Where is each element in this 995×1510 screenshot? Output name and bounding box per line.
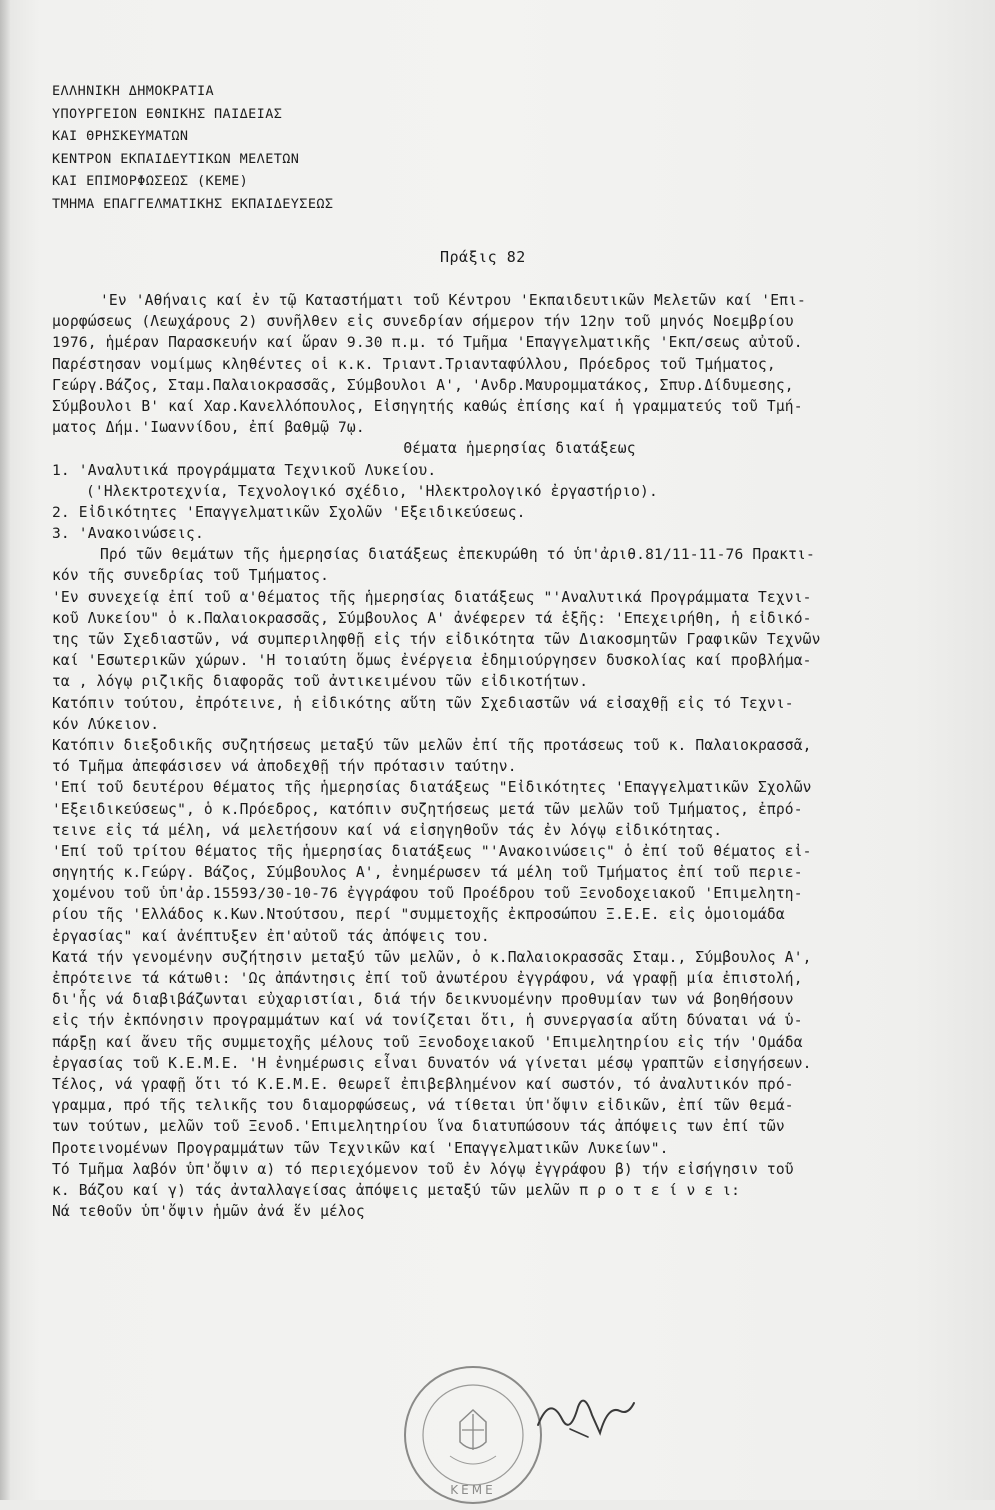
- intro-line: Γεώργ.Βάζος, Σταμ.Παλαιοκρασσᾶς, Σύμβουλοι Α', 'Ανδρ.Μαυρομματάκος, Σπυρ.Δίδυμεσης,: [52, 376, 794, 394]
- minutes-line: ἐργασίας τοῦ Κ.Ε.Μ.Ε. 'Η ἐνημέρωσις εἶναι δυνατόν νά γίνεται μέσῳ γραπτῶν εἰσηγήσεων.: [52, 1054, 812, 1072]
- minutes-line: σηγητής κ.Γεώργ. Βάζος, Σύμβουλος Α', ἐνημέρωσεν τά μέλη τοῦ Τμήματος ἐπί τοῦ περιε-: [52, 864, 803, 882]
- minutes-line: Κατόπιν διεξοδικῆς συζητήσεως μεταξύ τῶν μελῶν ἐπί τῆς προτάσεως τοῦ κ. Παλαιοκρασσᾶ,: [52, 736, 812, 754]
- minutes-line: 'Επί τοῦ τρίτου θέματος τῆς ἡμερησίας διατάξεως "'Ανακοινώσεις" ὁ ἐπί τοῦ θέματος εἰ-: [52, 842, 812, 860]
- minutes-line: κοῦ Λυκείου" ὁ κ.Παλαιοκρασσᾶς, Σύμβουλος Α' ἀνέφερεν τά ἑξῆς: 'Επεχειρήθη, ἡ εἰδικό-: [52, 609, 812, 627]
- intro-line: Σύμβουλοι Β' καί Χαρ.Κανελλόπουλος, Εἰσηγητής καθώς ἐπίσης καί ἡ γραμματεύς τοῦ Τμή-: [52, 397, 803, 415]
- minutes-line: Τέλος, νά γραφῇ ὅτι τό Κ.Ε.Μ.Ε. θεωρεῖ ἐπιβεβλημένον καί σωστόν, τό ἀναλυτικόν πρό-: [52, 1075, 794, 1093]
- agenda-item: 3. 'Ανακοινώσεις.: [52, 525, 204, 543]
- minutes-line: της τῶν Σχεδιαστῶν, νά συμπεριληφθῇ εἰς τήν εἰδικότητα τῶν Διακοσμητῶν Γραφικῶν Τεχνῶν: [52, 631, 821, 648]
- agenda-item: 1. 'Αναλυτικά προγράμματα Τεχνικοῦ Λυκείου.: [52, 461, 437, 479]
- binding-edge: [0, 0, 10, 1500]
- letterhead-line: ΤΜΗΜΑ ΕΠΑΓΓΕΛΜΑΤΙΚΗΣ ΕΚΠΑΙΔΕΥΣΕΩΣ: [52, 195, 334, 212]
- intro-line: 'Εν 'Αθήναις καί ἐν τῷ Καταστήματι τοῦ Κέντρου 'Εκπαιδευτικῶν Μελετῶν καί 'Επι-: [100, 292, 806, 309]
- minutes-line: Κατόπιν τούτου, ἐπρότεινε, ἡ εἰδικότης αὕτη τῶν Σχεδιαστῶν νά εἰσαχθῇ εἰς τό Τεχνι-: [52, 694, 794, 712]
- letterhead-line: ΚΑΙ ΕΠΙΜΟΡΦΩΣΕΩΣ (ΚΕΜΕ): [52, 173, 249, 189]
- minutes-line: Νά τεθοῦν ὑπ'ὄψιν ἡμῶν ἀνά ἕν μέλος: [52, 1203, 365, 1221]
- intro-line: ματος Δήμ.'Ιωαννίδου, ἐπί βαθμῷ 7ῳ.: [52, 419, 365, 437]
- minutes-line: Προτεινομένων Προγραμμάτων τῶν Τεχνικῶν καί 'Επαγγελματικῶν Λυκείων".: [52, 1139, 669, 1157]
- letterhead-line: ΥΠΟΥΡΓΕΙΟΝ ΕΘΝΙΚΗΣ ΠΑΙΔΕΙΑΣ: [52, 105, 283, 122]
- minutes-line: κόν Λύκειον.: [52, 715, 160, 733]
- agenda-item-detail: ('Ηλεκτροτεχνία, Τεχνολογικό σχέδιο, 'Ηλεκτρολογικό ἐργαστήριο).: [86, 482, 658, 500]
- minutes-line: τεινε εἰς τά μέλη, νά μελετήσουν καί νά εἰσηγηθοῦν τάς ἐν λόγῳ εἰδικότητας.: [52, 821, 723, 839]
- minutes-line: Κατά τήν γενομένην συζήτησιν μεταξύ τῶν μελῶν, ὁ κ.Παλαιοκρασσᾶς Σταμ., Σύμβουλος Α',: [52, 948, 812, 966]
- letterhead-line: ΚΑΙ ΘΡΗΣΚΕΥΜΑΤΩΝ: [52, 128, 189, 144]
- intro-line: μορφώσεως (Λεωχάρους 2) συνῆλθεν εἰς συνεδρίαν σήμερον τήν 12ην τοῦ μηνός Νοεμβρίου: [52, 313, 794, 331]
- minutes-line: εἰς τήν ἐκπόνησιν προγραμμάτων καί νά τονίζεται ὅτι, ἡ συνεργασία αὕτη δύναται νά ὑ-: [52, 1012, 803, 1030]
- minutes-line: γραμμα, πρό τῆς τελικῆς του διαμορφώσεως, νά τίθεται ὑπ'ὄψιν εἰδικῶν, ἐπί τῶν θεμά-: [52, 1097, 794, 1115]
- minutes-line: ἐπρότεινε τά κάτωθι: 'Ως ἀπάντησις ἐπί τοῦ ἀνωτέρου ἐγγράφου, νά γραφῇ μία ἐπιστολή,: [52, 970, 803, 987]
- handwritten-signature: [530, 1385, 640, 1445]
- minutes-line: κόν τῆς συνεδρίας τοῦ Τμήματος.: [52, 567, 330, 585]
- intro-line: 1976, ἡμέραν Παρασκευήν καί ὥραν 9.30 π.μ. τό Τμῆμα 'Επαγγελματικῆς 'Εκπ/σεως αὐτοῦ.: [52, 334, 803, 352]
- minutes-line: 'Εξειδικεύσεως", ὁ κ.Πρόεδρος, κατόπιν συζητήσεως μετά τῶν μελῶν τοῦ Τμήματος, ἐπρό-: [52, 800, 803, 818]
- document-body: [52, 290, 987, 1222]
- minutes-line: 'Επί τοῦ δευτέρου θέματος τῆς ἡμερησίας διατάξεως "Εἰδικότητες 'Επαγγελματικῶν Σχολῶν: [52, 779, 812, 797]
- minutes-line: κ. Βάζου καί γ) τάς ἀνταλλαγείσας ἀπόψεις μεταξύ τῶν μελῶν π ρ ο τ ε ί ν ε ι:: [52, 1181, 741, 1199]
- document-title: Πράξις 82: [440, 248, 526, 266]
- minutes-line: Τό Τμῆμα λαβόν ὑπ'ὄψιν α) τό περιεχόμενον τοῦ ἐν λόγῳ ἐγγράφου β) τήν εἰσήγησιν τοῦ: [52, 1160, 794, 1178]
- minutes-line: δι'ἧς νά διαβιβάζωνται εὐχαριστίαι, διά τήν δεικνυομένην προθυμίαν των νά βοηθήσουν: [52, 991, 794, 1009]
- minutes-line: τα , λόγῳ ριζικῆς διαφορᾶς τοῦ ἀντικειμένου τῶν εἰδικοτήτων.: [52, 673, 589, 691]
- letterhead-line: ΚΕΝΤΡΟΝ ΕΚΠΑΙΔΕΥΤΙΚΩΝ ΜΕΛΕΤΩΝ: [52, 150, 300, 167]
- minutes-line: καί 'Εσωτερικῶν χώρων. 'Η τοιαύτη ὅμως ἐνέργεια ἐδημιούργησεν δυσκολίας καί προβλήμα-: [52, 652, 812, 670]
- intro-line: Παρέστησαν νομίμως κληθέντες οἱ κ.κ. Τριαντ.Τριανταφύλλου, Πρόεδρος τοῦ Τμήματος,: [52, 355, 776, 373]
- minutes-line: 'Εν συνεχείᾳ ἐπί τοῦ α'θέματος τῆς ἡμερησίας διατάξεως "'Αναλυτικά Προγράμματα Τεχνι-: [52, 588, 812, 606]
- minutes-line: τό Τμῆμα ἀπεφάσισεν νά ἀποδεχθῇ τήν πρότασιν ταύτην.: [52, 758, 517, 776]
- minutes-line: Πρό τῶν θεμάτων τῆς ἡμερησίας διατάξεως ἐπεκυρώθη τό ὑπ'ἀριθ.81/11-11-76 Πρακτι-: [100, 546, 815, 564]
- minutes-line: των τούτων, μελῶν τοῦ Ξενοδ.'Επιμελητηρίου ἵνα διατυπώσουν τάς ἀπόψεις των ἐπί τῶν: [52, 1118, 785, 1136]
- agenda-item: 2. Εἰδικότητες 'Επαγγελματικῶν Σχολῶν 'Εξειδικεύσεως.: [52, 503, 526, 521]
- letterhead-line: ΕΛΛΗΝΙΚΗ ΔΗΜΟΚΡΑΤΙΑ: [52, 83, 215, 99]
- letterhead: [52, 80, 612, 215]
- minutes-line: χομένου τοῦ ὑπ'ἀρ.15593/30-10-76 ἐγγράφου τοῦ Προέδρου τοῦ Ξενοδοχειακοῦ 'Επιμελητη-: [52, 885, 803, 903]
- minutes-line: ἐργασίας" καί ἀνέπτυξεν ἐπ'αὐτοῦ τάς ἀπόψεις του.: [52, 927, 490, 945]
- stamp-text: ΚΕΜΕ: [450, 1483, 496, 1497]
- minutes-line: πάρξῃ καί ἄνευ τῆς συμμετοχῆς μέλους τοῦ Ξενοδοχειακοῦ 'Επιμελητηρίου εἰς τήν 'Ομάδα: [52, 1033, 803, 1051]
- agenda-heading: Θέματα ἡμερησίας διατάξεως: [403, 440, 636, 458]
- minutes-line: ρίου τῆς 'Ελλάδος κ.Κων.Ντούτσου, περί "συμμετοχῆς ἐκπροσώπου Ξ.Ε.Ε. εἰς ὁμοιομάδα: [52, 906, 785, 924]
- official-stamp: [398, 1360, 548, 1510]
